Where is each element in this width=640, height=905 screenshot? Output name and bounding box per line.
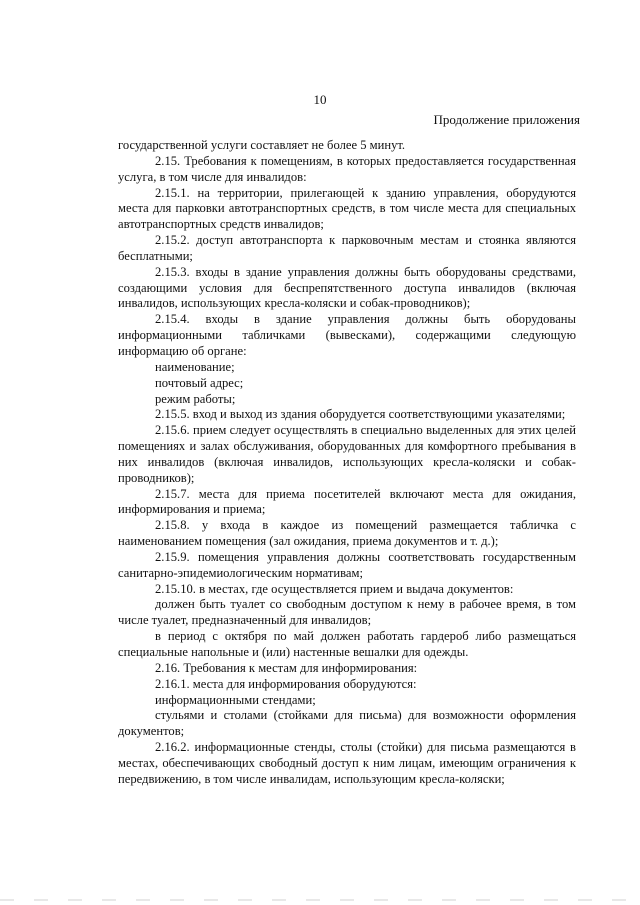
paragraph: 2.15.8. у входа в каждое из помещений размещается табличка с наименованием помещения (зал ожидания, приема документов и т. д.);	[118, 518, 576, 549]
paragraph: 2.15.5. вход и выход из здания оборудуется соответствующими указателями;	[155, 407, 566, 422]
paragraph: 2.15.2. доступ автотранспорта к парковочным местам и стоянка являются бесплатными;	[118, 233, 576, 263]
paragraph: 2.15.10. в местах, где осуществляется прием и выдача документов:	[155, 581, 514, 596]
paragraph: стульями и столами (стойками для письма) для возможности оформления документов;	[118, 708, 576, 739]
paragraph: 2.15.4. входы в здание управления должны быть оборудованы информационными табличками (вывесками), содержащими следующую информацию об органе:	[118, 312, 576, 358]
document-body	[118, 138, 576, 788]
paragraph: 2.15. Требования к помещениям, в которых предоставляется государственная услуга, в том числе для инвалидов:	[118, 153, 576, 184]
paragraph: 2.15.7. места для приема посетителей включают места для ожидания, информирования и приема;	[118, 486, 576, 517]
paragraph: 2.15.1. на территории, прилегающей к зданию управления, оборудуются места для парковки автотранспортных средств, в том числе места для специальных автотранспортных средств инвалидов;	[118, 185, 576, 232]
paragraph: почтовый адрес;	[155, 375, 244, 390]
paragraph: в период с октября по май должен работать гардероб либо размещаться специальные напольные и (или) настенные вешалки для одежды.	[118, 629, 576, 659]
paragraph: должен быть туалет со свободным доступом к нему в рабочее время, в том числе туалет, предназначенный для инвалидов;	[118, 597, 576, 628]
paragraph: 2.15.3. входы в здание управления должны быть оборудованы средствами, создающими условия для беспрепятственного доступа инвалидов (включая инвалидов, использующих кресла-коляски и собак-проводников);	[118, 264, 576, 311]
appendix-continuation-note: Продолжение приложения	[433, 112, 580, 127]
paragraph: 2.16.1. места для информирования оборудуются:	[155, 676, 417, 691]
paragraph: режим работы;	[155, 391, 236, 406]
paragraph: наименование;	[155, 359, 235, 374]
paragraph: государственной услуги составляет не более 5 минут.	[118, 138, 406, 152]
paragraph: 2.16.2. информационные стенды, столы (стойки) для письма размещаются в местах, обеспечивающих свободный доступ к ним лицам, имеющим ограничения к передвижению, в том числе инвалидам, использующим кресла-коляски;	[118, 740, 576, 786]
scan-edge-artifact	[0, 899, 640, 901]
paragraph: 2.15.6. прием следует осуществлять в специально выделенных для этих целей помещениях и залах обслуживания, оборудованных для комфортного пребывания в них инвалидов (включая инвалидов, использующих кресла-коляски и собак-проводников);	[118, 423, 576, 485]
paragraph: 2.16. Требования к местам для информирования:	[155, 660, 418, 675]
page-number: 10	[313, 92, 327, 107]
paragraph: информационными стендами;	[155, 692, 316, 707]
paragraph: 2.15.9. помещения управления должны соответствовать государственным санитарно-эпидемиологическим нормативам;	[118, 549, 576, 580]
